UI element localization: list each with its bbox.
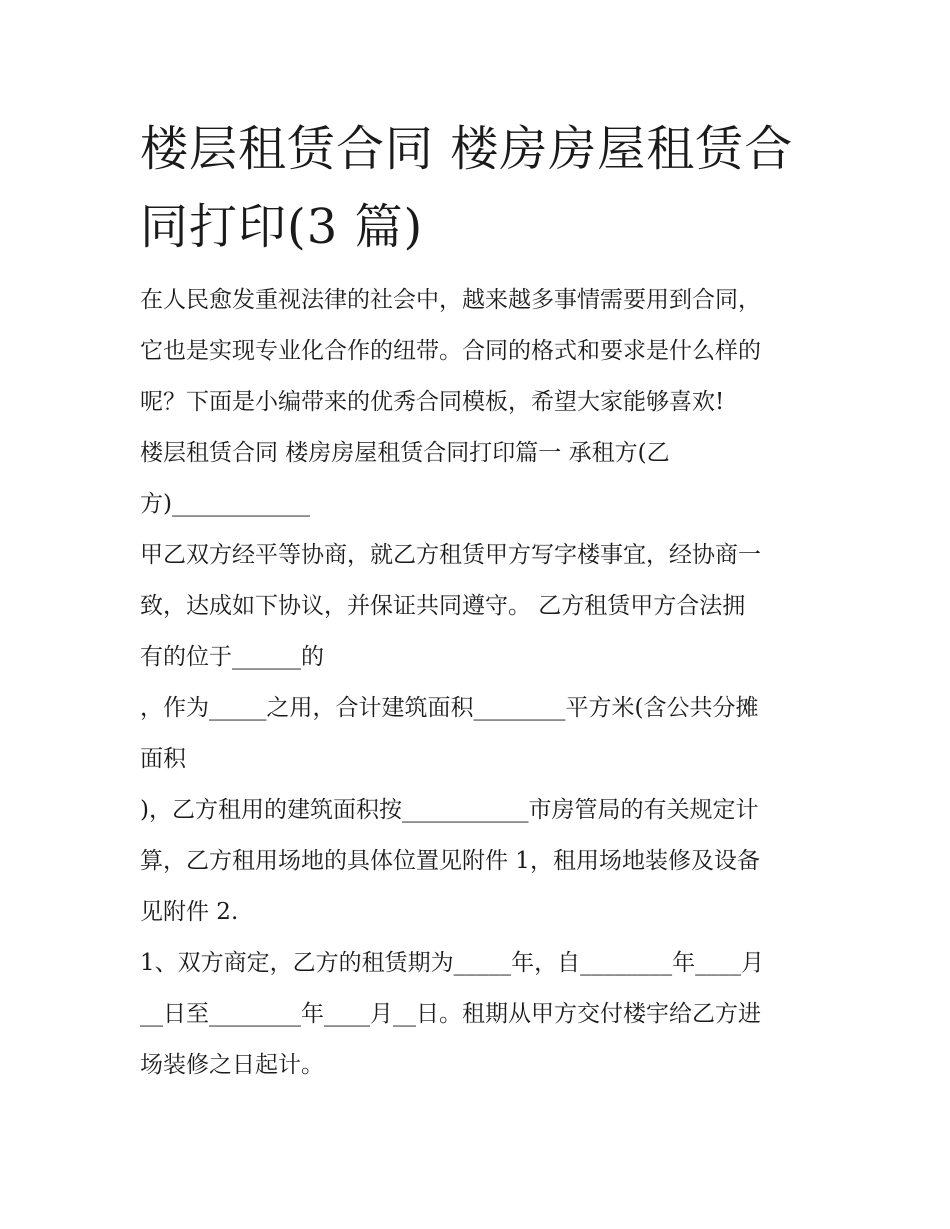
body-line: )，乙方租用的建筑面积按___________市房管局的有关规定计 [140,797,759,823]
body-line: 算，乙方租用场地的具体位置见附件 1，租用场地装修及设备 [140,848,760,874]
body-line: 面积 [140,746,186,772]
body-line: ，作为_____之用，合计建筑面积________平方米(含公共分摊 [140,695,759,721]
body-line: 方)____________ [140,491,310,517]
body-line: 在人民愈发重视法律的社会中，越来越多事情需要用到合同， [140,287,761,313]
body-line: 致，达成如下协议，并保证共同遵守。 乙方租赁甲方合法拥 [140,593,746,619]
body-line: 场装修之日起计。 [140,1052,324,1078]
body-line: 见附件 2. [140,899,239,925]
body-line: 甲乙双方经平等协商，就乙方租赁甲方写字楼事宜，经协商一 [140,542,761,568]
body-line: 1、双方商定，乙方的租赁期为_____年，自________年____月 [140,950,765,976]
body-line: 它也是实现专业化合作的纽带。合同的格式和要求是什么样的 [140,338,761,364]
body-line: 楼层租赁合同 楼房房屋租赁合同打印篇一 承租方(乙 [140,440,670,466]
document-title: 楼层租赁合同 楼房房屋租赁合同打印(3 篇) [140,121,794,255]
body-line: 有的位于______的 [140,644,324,670]
body-line: __日至________年____月__日。租期从甲方交付楼宇给乙方进 [140,1001,761,1027]
body-line: 呢？下面是小编带来的优秀合同模板，希望大家能够喜欢! [140,389,725,415]
